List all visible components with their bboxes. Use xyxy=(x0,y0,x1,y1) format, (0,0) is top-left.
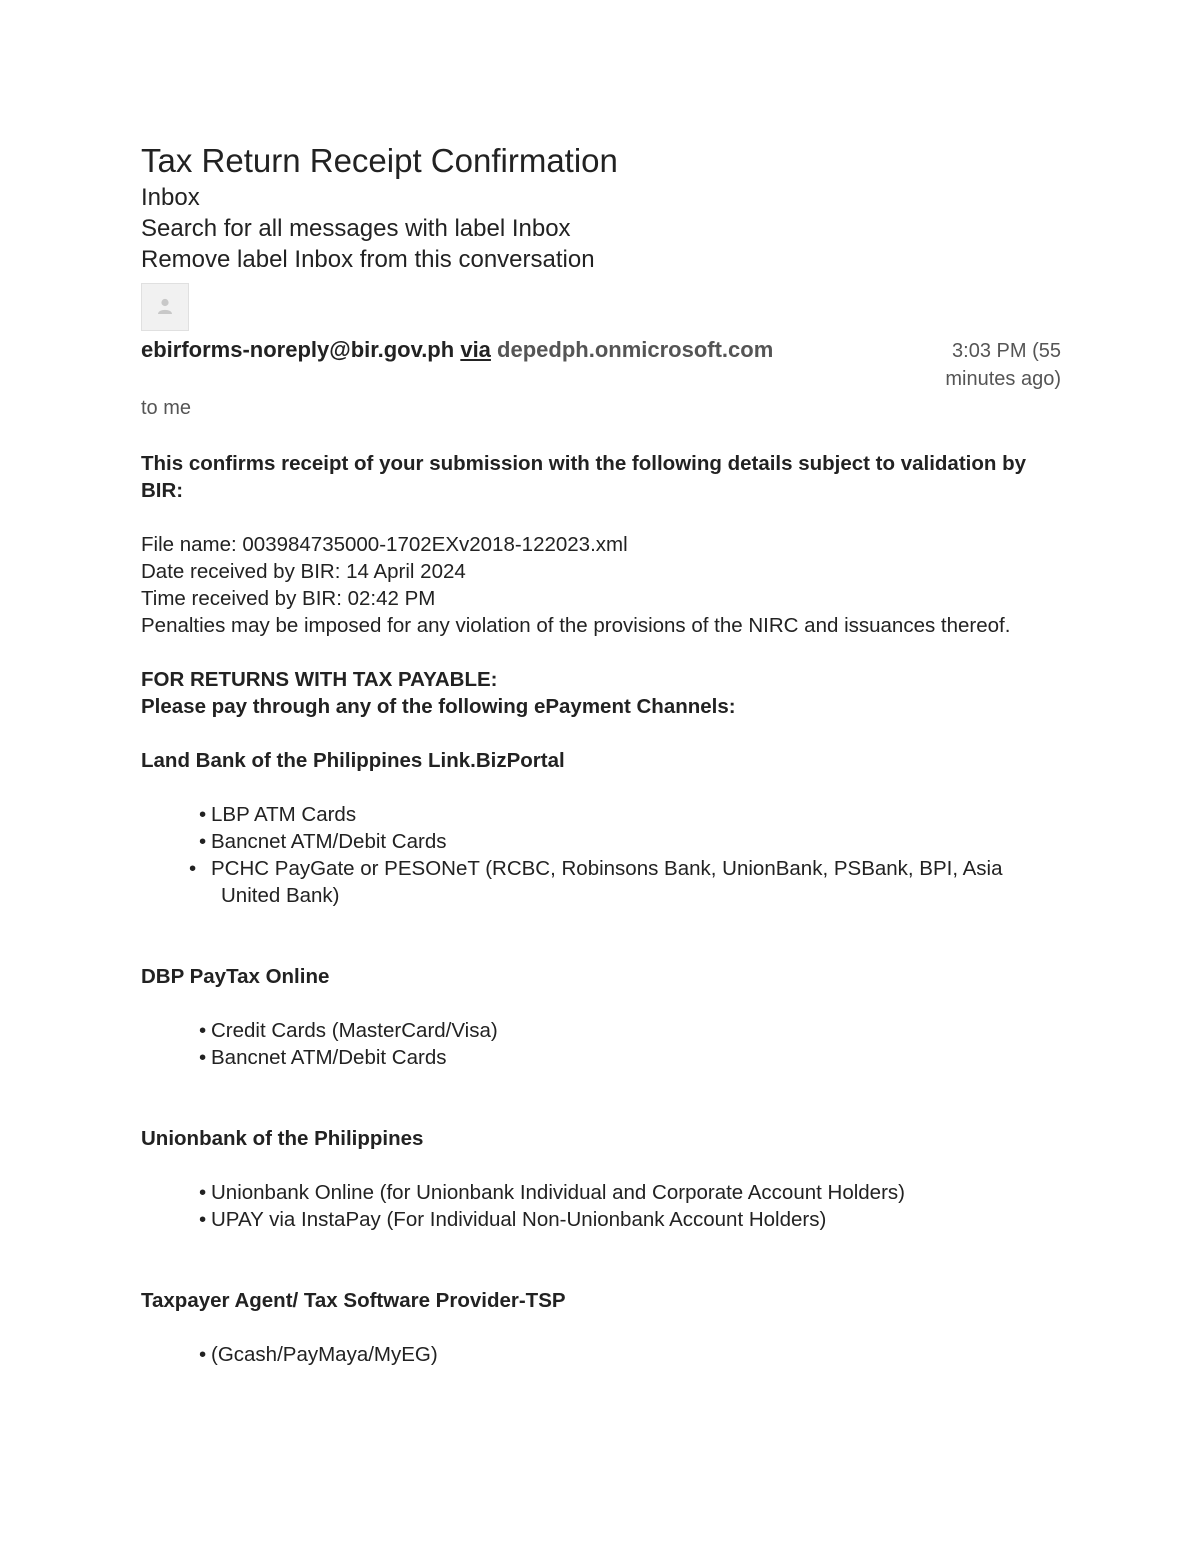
payable-heading: FOR RETURNS WITH TAX PAYABLE: xyxy=(141,668,498,691)
payable-instruction: Please pay through any of the following ePayment Channels: xyxy=(141,695,736,718)
sender-row xyxy=(141,337,1061,393)
inbox-label[interactable]: Inbox xyxy=(141,184,200,211)
channel-list-dbp xyxy=(141,1017,1061,1071)
sender-address: ebirforms-noreply@bir.gov.ph xyxy=(141,337,455,362)
list-item: • PCHC PayGate or PESONeT (RCBC, Robinsons Bank, UnionBank, PSBank, BPI, Asia United Bank) xyxy=(199,855,1061,909)
list-item: • UPAY via InstaPay (For Individual Non-Unionbank Account Holders) xyxy=(199,1206,1061,1233)
list-item: • Unionbank Online (for Unionbank Individual and Corporate Account Holders) xyxy=(199,1179,1061,1206)
file-name: File name: 003984735000-1702EXv2018-122023.xml xyxy=(141,533,628,556)
list-item: • Bancnet ATM/Debit Cards xyxy=(199,828,1061,855)
sender[interactable] xyxy=(141,337,773,363)
date-received: Date received by BIR: 14 April 2024 xyxy=(141,560,466,583)
message-body xyxy=(141,450,1061,1368)
list-item: • Credit Cards (MasterCard/Visa) xyxy=(199,1017,1061,1044)
channel-list-landbank xyxy=(141,801,1061,909)
person-icon xyxy=(156,297,174,315)
email-subject: Tax Return Receipt Confirmation xyxy=(141,142,618,179)
channel-title-landbank: Land Bank of the Philippines Link.BizPortal xyxy=(141,749,565,772)
channel-title-unionbank: Unionbank of the Philippines xyxy=(141,1127,424,1150)
timestamp: 3:03 PM (55 minutes ago) xyxy=(945,340,1061,390)
channel-title-tsp: Taxpayer Agent/ Tax Software Provider-TSP xyxy=(141,1289,566,1312)
channel-title-dbp: DBP PayTax Online xyxy=(141,965,330,988)
remove-label-link[interactable]: Remove label Inbox from this conversation xyxy=(141,246,595,273)
list-item: • (Gcash/PayMaya/MyEG) xyxy=(199,1341,1061,1368)
list-item: • Bancnet ATM/Debit Cards xyxy=(199,1044,1061,1071)
avatar[interactable] xyxy=(141,283,189,331)
list-item: • LBP ATM Cards xyxy=(199,801,1061,828)
recipient-line[interactable]: to me xyxy=(141,397,192,419)
via-link[interactable]: via xyxy=(460,337,491,362)
channel-list-tsp xyxy=(141,1341,1061,1368)
time-received: Time received by BIR: 02:42 PM xyxy=(141,587,436,610)
intro-text: This confirms receipt of your submission with the following details subject to validation by BIR: xyxy=(141,452,1027,502)
via-domain: depedph.onmicrosoft.com xyxy=(497,337,774,362)
search-label-link[interactable]: Search for all messages with label Inbox xyxy=(141,215,571,242)
email-view xyxy=(141,140,1061,1368)
penalties-text: Penalties may be imposed for any violation of the provisions of the NIRC and issuances thereof. xyxy=(141,614,1011,637)
channel-list-unionbank xyxy=(141,1179,1061,1233)
